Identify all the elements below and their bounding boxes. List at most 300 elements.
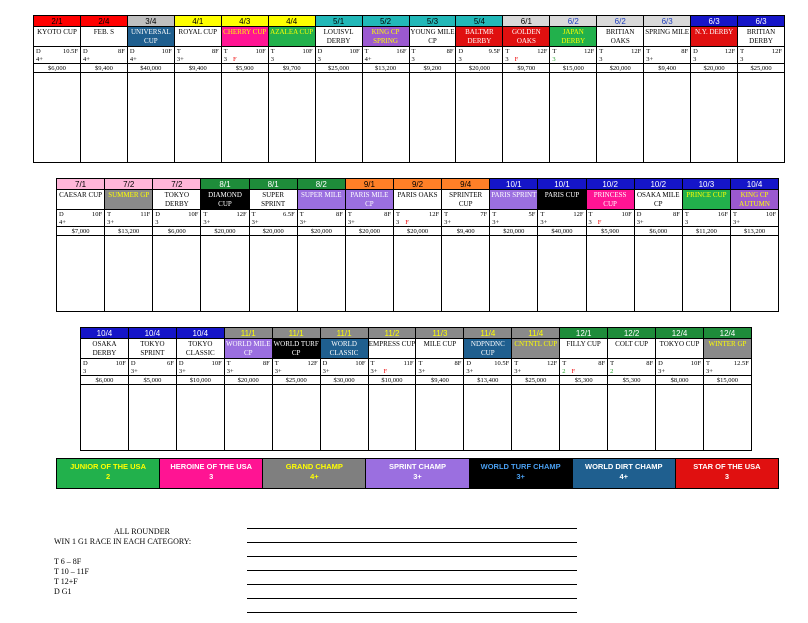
race-date: 6/2 bbox=[597, 16, 643, 27]
race-conditions bbox=[269, 47, 315, 64]
race-distance: 12F bbox=[584, 48, 595, 55]
age-sex bbox=[706, 368, 749, 376]
write-line[interactable] bbox=[247, 528, 577, 529]
race-date: 8/1 bbox=[201, 179, 248, 190]
race-purse: $20,000 bbox=[201, 227, 248, 236]
race-name: PARIS SPRINT bbox=[490, 190, 537, 210]
winner-entry-cell[interactable] bbox=[490, 236, 537, 311]
surface-distance bbox=[646, 48, 688, 56]
race-date: 11/4 bbox=[464, 328, 511, 339]
race-surface: T bbox=[274, 360, 279, 367]
race-surface: D bbox=[658, 360, 663, 367]
winner-entry-cell[interactable] bbox=[394, 236, 441, 311]
surface-distance bbox=[36, 48, 78, 56]
race-purse: $9,200 bbox=[410, 64, 456, 73]
all-rounder-item: D G1 bbox=[54, 587, 72, 596]
winner-entry-cell[interactable] bbox=[34, 73, 80, 162]
race-date: 10/2 bbox=[587, 179, 634, 190]
race-purse: $13,200 bbox=[105, 227, 152, 236]
race-conditions bbox=[683, 210, 730, 227]
race-column bbox=[691, 16, 738, 162]
race-age: 3+ bbox=[732, 219, 740, 226]
race-name: COLT CUP bbox=[608, 339, 655, 359]
winner-entry-cell[interactable] bbox=[635, 236, 682, 311]
write-line[interactable] bbox=[247, 556, 577, 557]
winner-entry-cell[interactable] bbox=[298, 236, 345, 311]
race-column bbox=[175, 16, 222, 162]
race-column bbox=[538, 179, 586, 311]
race-conditions bbox=[363, 47, 409, 64]
race-purse: $5,300 bbox=[608, 376, 655, 385]
race-date: 6/1 bbox=[503, 16, 549, 27]
surface-distance bbox=[552, 48, 594, 56]
race-date: 5/1 bbox=[316, 16, 362, 27]
winner-entry-cell[interactable] bbox=[363, 73, 409, 162]
winner-entry-cell[interactable] bbox=[656, 385, 703, 450]
race-conditions bbox=[608, 359, 655, 376]
race-conditions bbox=[57, 210, 104, 227]
race-conditions bbox=[550, 47, 596, 64]
race-conditions bbox=[456, 47, 502, 64]
age-sex bbox=[59, 219, 102, 227]
race-surface: T bbox=[540, 211, 545, 218]
surface-distance bbox=[685, 211, 728, 219]
winner-entry-cell[interactable] bbox=[225, 385, 272, 450]
surface-distance bbox=[348, 211, 391, 219]
race-column bbox=[683, 179, 731, 311]
race-column bbox=[738, 16, 784, 162]
winner-entry-cell[interactable] bbox=[608, 385, 655, 450]
race-date: 9/1 bbox=[346, 179, 393, 190]
race-name: SPRING MILE bbox=[644, 27, 690, 47]
winner-entry-cell[interactable] bbox=[250, 236, 297, 311]
surface-distance bbox=[466, 360, 509, 368]
race-distance: 12F bbox=[631, 48, 642, 55]
age-sex bbox=[83, 368, 126, 376]
race-age: 4+ bbox=[59, 219, 66, 226]
age-sex bbox=[83, 56, 125, 64]
race-name: SUPER MILE bbox=[298, 190, 345, 210]
race-age: 3 bbox=[740, 56, 744, 63]
age-sex bbox=[637, 219, 680, 227]
legend-age: 3+ bbox=[516, 472, 525, 481]
surface-distance bbox=[203, 211, 246, 219]
race-purse: $11,200 bbox=[683, 227, 730, 236]
race-purse: $6,000 bbox=[635, 227, 682, 236]
all-rounder-title: ALL ROUNDER bbox=[114, 527, 170, 536]
race-purse: $20,000 bbox=[225, 376, 272, 385]
surface-distance bbox=[130, 48, 172, 56]
race-column bbox=[490, 179, 538, 311]
surface-distance bbox=[155, 211, 198, 219]
race-age: 3 bbox=[223, 56, 227, 63]
race-column bbox=[503, 16, 550, 162]
race-distance: 10F bbox=[255, 48, 266, 55]
race-surface: D bbox=[36, 48, 41, 55]
race-name: CAESAR CUP bbox=[57, 190, 104, 210]
winner-entry-cell[interactable] bbox=[222, 73, 268, 162]
race-date: 4/4 bbox=[269, 16, 315, 27]
surface-distance bbox=[271, 48, 313, 56]
race-conditions bbox=[316, 47, 362, 64]
race-column bbox=[298, 179, 346, 311]
winner-entry-cell[interactable] bbox=[81, 73, 127, 162]
winner-entry-cell[interactable] bbox=[683, 236, 730, 311]
race-date: 11/1 bbox=[273, 328, 320, 339]
race-conditions bbox=[442, 210, 489, 227]
race-age: 3+ bbox=[178, 368, 186, 375]
race-name: ROYAL CUP bbox=[175, 27, 221, 47]
winner-entry-cell[interactable] bbox=[704, 385, 751, 450]
race-surface: D bbox=[636, 211, 642, 218]
race-name: WORLD CLASSIC bbox=[321, 339, 368, 359]
legend-age: 4+ bbox=[310, 472, 319, 481]
race-distance: 8F bbox=[646, 360, 654, 367]
race-surface: T bbox=[599, 48, 604, 55]
race-purse: $25,000 bbox=[316, 64, 362, 73]
race-purse: $13,200 bbox=[363, 64, 409, 73]
race-age: 3 bbox=[505, 56, 509, 63]
race-date: 2/4 bbox=[81, 16, 127, 27]
age-sex bbox=[693, 56, 735, 64]
race-date: 10/1 bbox=[490, 179, 537, 190]
race-column bbox=[644, 16, 691, 162]
race-conditions bbox=[512, 359, 559, 376]
race-conditions bbox=[560, 359, 607, 376]
winner-entry-cell[interactable] bbox=[269, 73, 315, 162]
race-conditions bbox=[464, 359, 511, 376]
write-line[interactable] bbox=[247, 584, 577, 585]
race-distance: 10F bbox=[302, 48, 313, 55]
race-age: 3+ bbox=[418, 368, 426, 375]
winner-entry-cell[interactable] bbox=[512, 385, 559, 450]
race-date: 5/3 bbox=[410, 16, 456, 27]
race-conditions bbox=[644, 47, 690, 64]
race-column bbox=[464, 328, 512, 450]
all-rounder-item: T 12+F bbox=[54, 577, 78, 586]
race-date: 9/2 bbox=[394, 179, 441, 190]
winner-entry-cell[interactable] bbox=[177, 385, 224, 450]
race-surface: T bbox=[299, 211, 304, 218]
winner-entry-cell[interactable] bbox=[369, 385, 416, 450]
race-surface: T bbox=[646, 48, 651, 55]
race-purse: $20,000 bbox=[394, 227, 441, 236]
race-age: 3 bbox=[599, 56, 603, 63]
race-conditions bbox=[222, 47, 268, 64]
race-distance: 10F bbox=[621, 211, 632, 218]
race-conditions bbox=[250, 210, 297, 227]
race-column bbox=[269, 16, 316, 162]
race-date: 8/1 bbox=[250, 179, 297, 190]
race-distance: 11F bbox=[403, 360, 414, 367]
race-age: 3+ bbox=[347, 219, 355, 226]
surface-distance bbox=[275, 360, 318, 368]
age-sex bbox=[318, 56, 360, 64]
championship-legend bbox=[56, 458, 779, 489]
race-name: PARIS MILE CP bbox=[346, 190, 393, 210]
race-surface: T bbox=[740, 48, 745, 55]
surface-distance bbox=[444, 211, 487, 219]
race-age: 3 bbox=[458, 56, 462, 63]
write-line[interactable] bbox=[247, 542, 577, 543]
winner-entry-cell[interactable] bbox=[316, 73, 362, 162]
winner-entry-cell[interactable] bbox=[560, 385, 607, 450]
race-distance: 12F bbox=[573, 211, 584, 218]
winner-entry-cell[interactable] bbox=[731, 236, 778, 311]
age-sex bbox=[177, 56, 219, 64]
race-conditions bbox=[175, 47, 221, 64]
legend-age: 3 bbox=[724, 472, 729, 481]
surface-distance bbox=[599, 48, 641, 56]
surface-distance bbox=[540, 211, 583, 219]
surface-distance bbox=[412, 48, 454, 56]
race-age: 3+ bbox=[658, 368, 665, 375]
race-date: 7/2 bbox=[105, 179, 152, 190]
winner-entry-cell[interactable] bbox=[416, 385, 463, 450]
race-column bbox=[128, 16, 175, 162]
age-sex bbox=[271, 56, 313, 64]
race-purse: $10,000 bbox=[177, 376, 224, 385]
winner-entry-cell[interactable] bbox=[597, 73, 643, 162]
race-column bbox=[201, 179, 249, 311]
legend-title: WORLD TURF CHAMP bbox=[480, 462, 561, 471]
legend-cell bbox=[160, 459, 263, 488]
race-conditions bbox=[34, 47, 80, 64]
race-age: 3+ bbox=[466, 368, 474, 375]
age-sex bbox=[155, 219, 198, 227]
race-sex: F bbox=[571, 368, 576, 375]
race-date: 11/3 bbox=[416, 328, 463, 339]
race-conditions bbox=[691, 47, 737, 64]
race-surface: D bbox=[59, 211, 64, 218]
legend-age: 3+ bbox=[413, 472, 422, 481]
race-surface: T bbox=[395, 211, 400, 218]
winner-entry-cell[interactable] bbox=[128, 73, 174, 162]
race-distance: 10F bbox=[690, 360, 701, 367]
race-distance: 12F bbox=[724, 48, 736, 55]
race-conditions bbox=[225, 359, 272, 376]
race-surface: D bbox=[693, 48, 698, 55]
age-sex bbox=[365, 56, 407, 64]
age-sex bbox=[252, 219, 295, 227]
race-purse: $20,000 bbox=[597, 64, 643, 73]
age-sex bbox=[227, 368, 270, 376]
race-column bbox=[177, 328, 225, 450]
winner-entry-cell[interactable] bbox=[105, 236, 152, 311]
surface-distance bbox=[83, 48, 125, 56]
race-column bbox=[129, 328, 177, 450]
race-distance: 12F bbox=[537, 48, 548, 55]
race-distance: 5F bbox=[528, 211, 536, 218]
race-name: KING CP SPRING bbox=[363, 27, 409, 47]
race-age: 3+ bbox=[274, 368, 282, 375]
race-date: 12/2 bbox=[608, 328, 655, 339]
race-column bbox=[394, 179, 442, 311]
race-age: 4+ bbox=[129, 56, 137, 63]
race-conditions bbox=[416, 359, 463, 376]
race-distance: 12F bbox=[236, 211, 247, 218]
race-distance: 16F bbox=[396, 48, 407, 55]
race-age: 4+ bbox=[82, 56, 90, 63]
winner-entry-cell[interactable] bbox=[456, 73, 502, 162]
race-age: 2 bbox=[610, 368, 614, 375]
race-name: BRITIAN OAKS bbox=[597, 27, 643, 47]
race-name: OSAKA DERBY bbox=[81, 339, 128, 359]
race-distance: 8F bbox=[454, 360, 462, 367]
age-sex bbox=[733, 219, 776, 227]
race-date: 11/1 bbox=[225, 328, 272, 339]
race-column bbox=[442, 179, 490, 311]
surface-distance bbox=[323, 360, 366, 368]
race-age: 3+ bbox=[492, 219, 500, 226]
race-column bbox=[81, 16, 128, 162]
race-distance: 12F bbox=[547, 360, 558, 367]
race-date: 4/3 bbox=[222, 16, 268, 27]
winner-entry-cell[interactable] bbox=[550, 73, 596, 162]
race-conditions bbox=[298, 210, 345, 227]
winner-entry-cell[interactable] bbox=[321, 385, 368, 450]
race-purse: $6,000 bbox=[34, 64, 80, 73]
age-sex bbox=[224, 56, 266, 64]
winner-entry-cell[interactable] bbox=[644, 73, 690, 162]
race-distance: 7F bbox=[480, 211, 488, 218]
race-distance: 8F bbox=[446, 48, 454, 55]
race-conditions bbox=[704, 359, 751, 376]
race-purse: $10,000 bbox=[369, 376, 416, 385]
race-name: YOUNG MILE CP bbox=[410, 28, 455, 45]
race-distance: 10F bbox=[188, 211, 199, 218]
winner-entry-cell[interactable] bbox=[538, 236, 585, 311]
race-surface: T bbox=[505, 48, 510, 55]
race-surface: T bbox=[514, 360, 519, 367]
race-name: UNIVERSAL CUP bbox=[128, 27, 174, 47]
race-column bbox=[731, 179, 778, 311]
race-column bbox=[346, 179, 394, 311]
winner-entry-cell[interactable] bbox=[57, 236, 104, 311]
race-distance: 12.5F bbox=[733, 360, 749, 367]
race-name: PRINCESS CUP bbox=[587, 190, 634, 210]
race-distance: 10F bbox=[92, 211, 103, 218]
winner-entry-cell[interactable] bbox=[346, 236, 393, 311]
race-conditions bbox=[81, 47, 127, 64]
race-name: SUPER SPRINT bbox=[250, 190, 297, 210]
legend-cell bbox=[470, 459, 573, 488]
age-sex bbox=[371, 368, 414, 376]
race-purse: $20,000 bbox=[250, 227, 297, 236]
winner-entry-cell[interactable] bbox=[464, 385, 511, 450]
race-name: WORLD TURF CP bbox=[273, 340, 319, 357]
race-distance: 9.5F bbox=[488, 48, 501, 55]
winner-entry-cell[interactable] bbox=[691, 73, 737, 162]
race-column bbox=[704, 328, 751, 450]
winner-entry-cell[interactable] bbox=[738, 73, 784, 162]
age-sex bbox=[658, 368, 701, 376]
race-purse: $30,000 bbox=[321, 376, 368, 385]
surface-distance bbox=[740, 48, 782, 56]
race-column bbox=[81, 328, 129, 450]
surface-distance bbox=[365, 48, 407, 56]
race-purse: $25,000 bbox=[273, 376, 320, 385]
race-date: 7/2 bbox=[153, 179, 200, 190]
race-surface: T bbox=[107, 211, 112, 218]
surface-distance bbox=[252, 211, 295, 219]
race-sex: F bbox=[405, 219, 409, 226]
race-date: 6/3 bbox=[644, 16, 690, 27]
age-sex bbox=[275, 368, 318, 376]
write-line[interactable] bbox=[247, 598, 577, 599]
race-distance: 10F bbox=[161, 48, 172, 55]
race-conditions bbox=[346, 210, 393, 227]
write-line[interactable] bbox=[247, 612, 577, 613]
legend-cell bbox=[263, 459, 366, 488]
race-purse: $25,000 bbox=[512, 376, 559, 385]
race-name: KYOTO CUP bbox=[34, 27, 80, 47]
write-line[interactable] bbox=[247, 570, 577, 571]
race-date: 4/1 bbox=[175, 16, 221, 27]
race-surface: D bbox=[83, 360, 88, 367]
race-surface: T bbox=[684, 211, 689, 218]
race-name: AZALEA CUP bbox=[269, 27, 315, 47]
winner-entry-cell[interactable] bbox=[81, 385, 128, 450]
race-age: 3+ bbox=[370, 368, 378, 375]
race-age: 3+ bbox=[705, 368, 713, 375]
race-name: BRITIAN DERBY bbox=[738, 27, 784, 47]
race-age: 3+ bbox=[203, 219, 211, 226]
all-rounder-subtitle: WIN 1 G1 RACE IN EACH CATEGORY: bbox=[54, 537, 192, 546]
race-name: SPRINTER CUP bbox=[442, 190, 489, 210]
race-purse: $9,700 bbox=[503, 64, 549, 73]
race-purse: $15,000 bbox=[550, 64, 596, 73]
winner-entry-cell[interactable] bbox=[175, 73, 221, 162]
race-name: WORLD MILE CP bbox=[225, 340, 271, 357]
winner-entry-cell[interactable] bbox=[129, 385, 176, 450]
age-sex bbox=[540, 219, 583, 227]
winner-entry-cell[interactable] bbox=[273, 385, 320, 450]
race-surface: T bbox=[364, 48, 369, 55]
race-distance: 8F bbox=[211, 48, 219, 55]
race-column bbox=[560, 328, 608, 450]
race-conditions bbox=[490, 210, 537, 227]
race-age: 3+ bbox=[130, 368, 138, 375]
race-column bbox=[57, 179, 105, 311]
age-sex bbox=[552, 56, 594, 64]
surface-distance bbox=[637, 211, 680, 219]
race-column bbox=[587, 179, 635, 311]
race-surface: T bbox=[562, 360, 567, 367]
winner-entry-cell[interactable] bbox=[153, 236, 200, 311]
race-date: 10/4 bbox=[81, 328, 128, 339]
winner-entry-cell[interactable] bbox=[201, 236, 248, 311]
winner-entry-cell[interactable] bbox=[587, 236, 634, 311]
race-purse: $20,000 bbox=[490, 227, 537, 236]
winner-entry-cell[interactable] bbox=[442, 236, 489, 311]
race-name: EMPRESS CUP bbox=[369, 339, 416, 359]
race-surface: T bbox=[444, 211, 449, 218]
legend-cell bbox=[573, 459, 676, 488]
race-date: 10/4 bbox=[731, 179, 778, 190]
race-distance: 11F bbox=[140, 211, 151, 218]
age-sex bbox=[514, 368, 557, 376]
surface-distance bbox=[706, 360, 749, 368]
winner-entry-cell[interactable] bbox=[503, 73, 549, 162]
race-name: FILLY CUP bbox=[560, 339, 607, 359]
winner-entry-cell[interactable] bbox=[410, 73, 456, 162]
race-age: 3 bbox=[83, 368, 87, 375]
race-column bbox=[597, 16, 644, 162]
age-sex bbox=[562, 368, 605, 376]
race-age: 3 bbox=[588, 219, 592, 226]
race-conditions bbox=[128, 47, 174, 64]
